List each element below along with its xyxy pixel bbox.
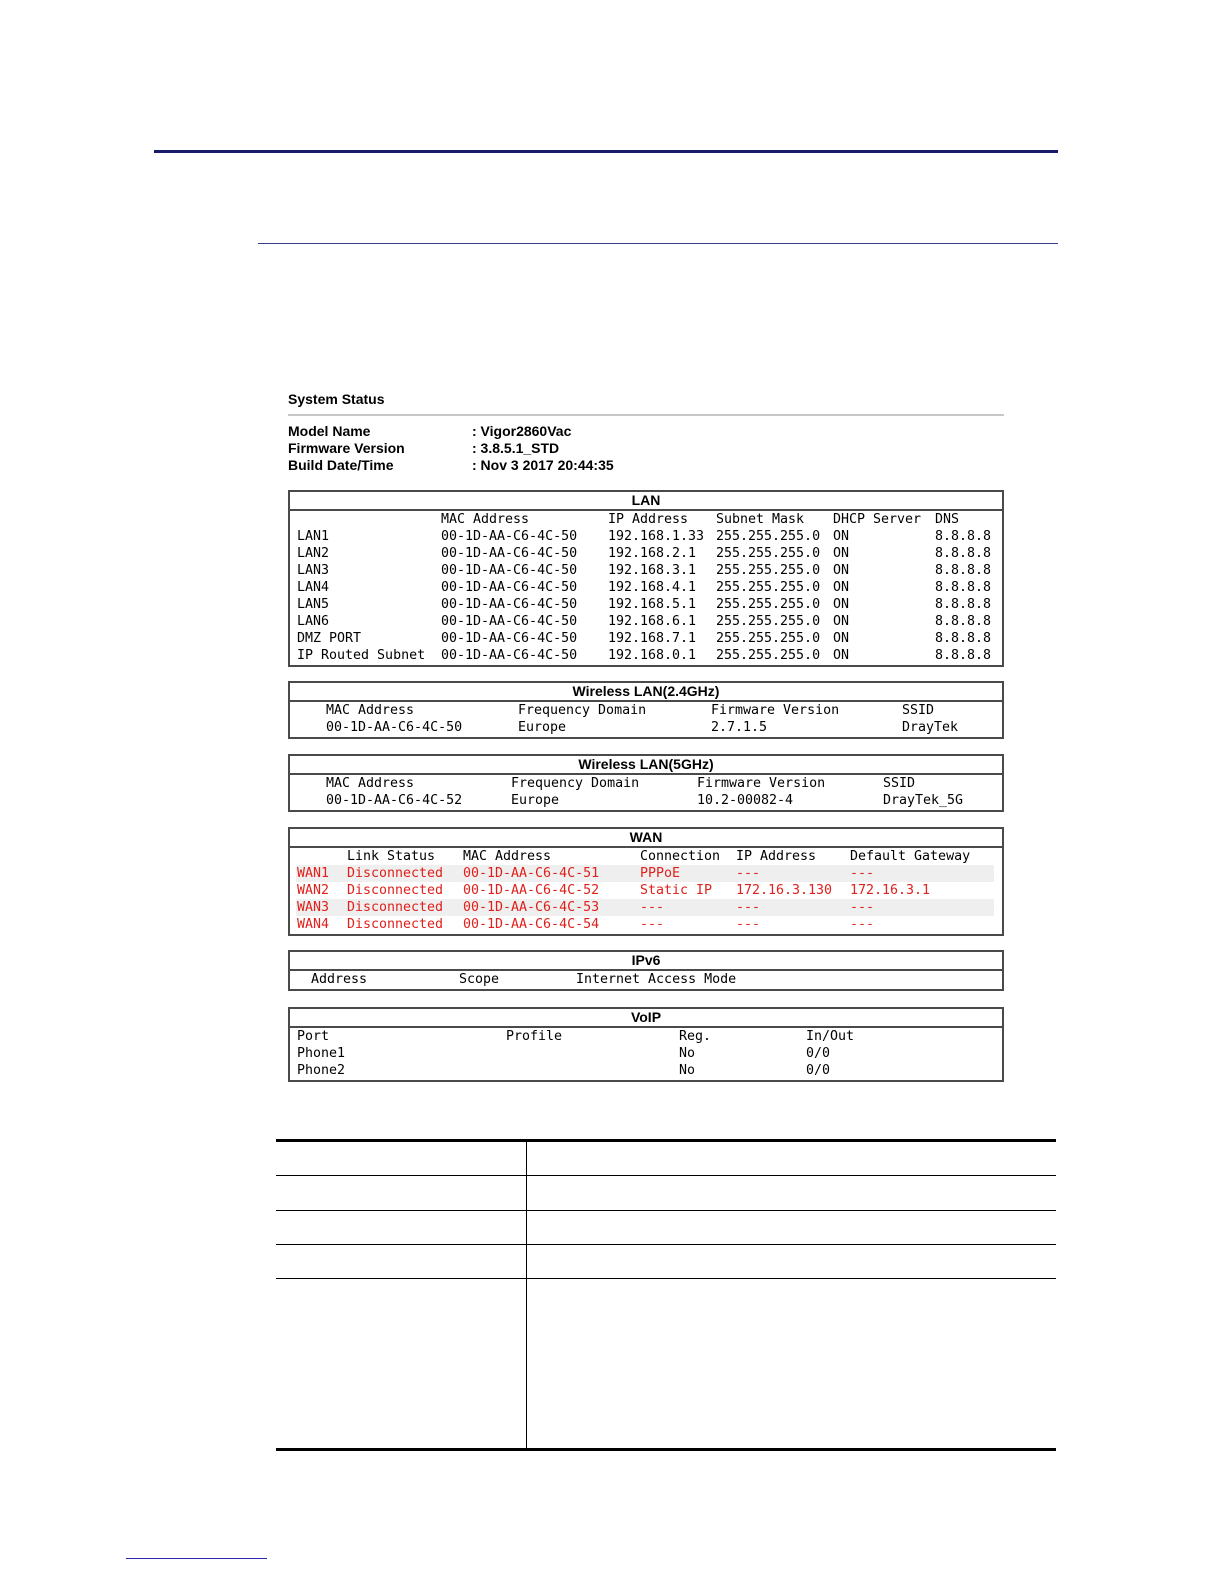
wlan24-ssid: DrayTek (902, 720, 959, 735)
lan-dhcp: ON (833, 614, 850, 629)
ipv6-panel (288, 950, 1004, 991)
lan-mac: 00-1D-AA-C6-4C-50 (441, 614, 578, 629)
lan-dhcp: ON (833, 529, 850, 544)
firmware-version-value: : 3.8.5.1_STD (472, 440, 560, 456)
wlan24-mac: 00-1D-AA-C6-4C-50 (326, 720, 463, 735)
table-row (290, 647, 1002, 664)
lan-col-ip: IP Address (608, 512, 689, 527)
wlan5-col-firmware: Firmware Version (697, 776, 826, 791)
page-title: System Status (288, 391, 385, 407)
wan-panel (288, 827, 1004, 936)
table-row (290, 792, 1002, 809)
lan-ip: 192.168.5.1 (608, 597, 697, 612)
voip-col-reg: Reg. (679, 1029, 712, 1044)
lan-panel-title: LAN (290, 492, 1002, 511)
lan-dns: 8.8.8.8 (935, 614, 992, 629)
lan-mac: 00-1D-AA-C6-4C-50 (441, 631, 578, 646)
system-status-screenshot (288, 390, 1004, 1090)
lan-dhcp: ON (833, 580, 850, 595)
lan-dns: 8.8.8.8 (935, 580, 992, 595)
lan-mask: 255.255.255.0 (716, 546, 821, 561)
table-top-rule (276, 1139, 1056, 1142)
table-row-divider (276, 1278, 1056, 1279)
lan-name: LAN5 (297, 597, 330, 612)
lan-panel (288, 490, 1004, 667)
lan-col-dns: DNS (935, 512, 960, 527)
table-row (290, 719, 1002, 736)
ipv6-col-address: Address (311, 972, 368, 987)
table-row-divider (276, 1210, 1056, 1211)
firmware-version-label: Firmware Version (288, 440, 405, 456)
wlan24-panel-title: Wireless LAN(2.4GHz) (290, 683, 1002, 702)
wan-gateway: --- (850, 900, 875, 915)
wan-ip: --- (736, 866, 761, 881)
lan-mask: 255.255.255.0 (716, 597, 821, 612)
wlan5-header-row (290, 775, 1002, 792)
wlan24-domain: Europe (518, 720, 567, 735)
lan-dns: 8.8.8.8 (935, 597, 992, 612)
lan-dns: 8.8.8.8 (935, 529, 992, 544)
wan-gateway: 172.16.3.1 (850, 883, 931, 898)
lan-dns: 8.8.8.8 (935, 631, 992, 646)
wlan24-col-ssid: SSID (902, 703, 935, 718)
voip-panel-title: VoIP (290, 1009, 1002, 1028)
wlan5-col-mac: MAC Address (326, 776, 415, 791)
wlan5-firmware: 10.2-00082-4 (697, 793, 794, 808)
lan-mask: 255.255.255.0 (716, 563, 821, 578)
wan-ip: --- (736, 917, 761, 932)
lan-mac: 00-1D-AA-C6-4C-50 (441, 546, 578, 561)
lan-dhcp: ON (833, 563, 850, 578)
lan-header-row (290, 511, 1002, 528)
lan-dns: 8.8.8.8 (935, 546, 992, 561)
table-row (296, 899, 994, 916)
voip-col-profile: Profile (506, 1029, 563, 1044)
ipv6-panel-title: IPv6 (290, 952, 1002, 971)
lan-dns: 8.8.8.8 (935, 563, 992, 578)
table-row (290, 545, 1002, 562)
table-row (290, 562, 1002, 579)
lan-ip: 192.168.7.1 (608, 631, 697, 646)
table-row (296, 865, 994, 882)
wan-link-status: Disconnected (347, 917, 444, 932)
lan-mask: 255.255.255.0 (716, 529, 821, 544)
voip-port: Phone1 (297, 1046, 346, 1061)
wan-ip: --- (736, 900, 761, 915)
table-row (296, 882, 994, 899)
lan-name: DMZ PORT (297, 631, 362, 646)
lan-col-dhcp: DHCP Server (833, 512, 922, 527)
model-name-label: Model Name (288, 423, 371, 439)
wan-col-ip: IP Address (736, 849, 817, 864)
lan-mac: 00-1D-AA-C6-4C-50 (441, 580, 578, 595)
lan-col-mask: Subnet Mask (716, 512, 805, 527)
wlan5-col-ssid: SSID (883, 776, 916, 791)
wan-link-status: Disconnected (347, 900, 444, 915)
wan-gateway: --- (850, 917, 875, 932)
table-row (290, 596, 1002, 613)
voip-reg: No (679, 1046, 696, 1061)
table-row (290, 528, 1002, 545)
wlan5-col-domain: Frequency Domain (511, 776, 640, 791)
lan-ip: 192.168.4.1 (608, 580, 697, 595)
wan-col-mac: MAC Address (463, 849, 552, 864)
lan-mask: 255.255.255.0 (716, 631, 821, 646)
table-row (290, 579, 1002, 596)
wlan24-panel (288, 681, 1004, 739)
wan-link-status: Disconnected (347, 866, 444, 881)
wan-panel-title: WAN (290, 829, 1002, 848)
ipv6-col-scope: Scope (459, 972, 500, 987)
wlan24-col-firmware: Firmware Version (711, 703, 840, 718)
lan-mask: 255.255.255.0 (716, 614, 821, 629)
ipv6-header-row (290, 971, 1002, 988)
lan-mac: 00-1D-AA-C6-4C-50 (441, 597, 578, 612)
lan-ip: 192.168.6.1 (608, 614, 697, 629)
table-bottom-rule (276, 1448, 1056, 1451)
wan-mac: 00-1D-AA-C6-4C-54 (463, 917, 600, 932)
description-table (276, 1139, 1056, 1451)
wlan24-col-domain: Frequency Domain (518, 703, 647, 718)
wlan24-col-mac: MAC Address (326, 703, 415, 718)
wan-mac: 00-1D-AA-C6-4C-51 (463, 866, 600, 881)
lan-mac: 00-1D-AA-C6-4C-50 (441, 563, 578, 578)
section-rule (258, 243, 1058, 244)
lan-mac: 00-1D-AA-C6-4C-50 (441, 529, 578, 544)
wlan5-mac: 00-1D-AA-C6-4C-52 (326, 793, 463, 808)
wan-gateway: --- (850, 866, 875, 881)
wan-name: WAN3 (297, 900, 330, 915)
wan-header-row (290, 848, 1002, 865)
wlan24-header-row (290, 702, 1002, 719)
table-column-divider (526, 1139, 527, 1449)
wan-col-connection: Connection (640, 849, 721, 864)
lan-name: LAN3 (297, 563, 330, 578)
chapter-rule (154, 150, 1058, 153)
lan-ip: 192.168.3.1 (608, 563, 697, 578)
lan-mask: 255.255.255.0 (716, 648, 821, 663)
lan-name: IP Routed Subnet (297, 648, 426, 663)
wan-connection: --- (640, 917, 665, 932)
lan-dhcp: ON (833, 631, 850, 646)
build-date-value: : Nov 3 2017 20:44:35 (472, 457, 614, 473)
build-date-label: Build Date/Time (288, 457, 394, 473)
lan-ip: 192.168.2.1 (608, 546, 697, 561)
lan-ip: 192.168.1.33 (608, 529, 705, 544)
wan-mac: 00-1D-AA-C6-4C-53 (463, 900, 600, 915)
wan-name: WAN2 (297, 883, 330, 898)
table-row (296, 916, 994, 933)
lan-mask: 255.255.255.0 (716, 580, 821, 595)
wan-col-link: Link Status (347, 849, 436, 864)
ipv6-col-mode: Internet Access Mode (576, 972, 737, 987)
wan-col-gateway: Default Gateway (850, 849, 971, 864)
voip-inout: 0/0 (806, 1046, 831, 1061)
voip-port: Phone2 (297, 1063, 346, 1078)
lan-ip: 192.168.0.1 (608, 648, 697, 663)
title-divider (288, 414, 1004, 416)
wan-name: WAN1 (297, 866, 330, 881)
lan-col-mac: MAC Address (441, 512, 530, 527)
lan-name: LAN6 (297, 614, 330, 629)
voip-col-inout: In/Out (806, 1029, 855, 1044)
wan-ip: 172.16.3.130 (736, 883, 833, 898)
lan-dns: 8.8.8.8 (935, 648, 992, 663)
voip-panel (288, 1007, 1004, 1082)
lan-name: LAN2 (297, 546, 330, 561)
wan-connection: Static IP (640, 883, 713, 898)
wlan5-domain: Europe (511, 793, 560, 808)
wan-connection: --- (640, 900, 665, 915)
voip-inout: 0/0 (806, 1063, 831, 1078)
voip-col-port: Port (297, 1029, 330, 1044)
lan-dhcp: ON (833, 546, 850, 561)
wan-mac: 00-1D-AA-C6-4C-52 (463, 883, 600, 898)
lan-name: LAN4 (297, 580, 330, 595)
lan-name: LAN1 (297, 529, 330, 544)
table-row (290, 630, 1002, 647)
voip-reg: No (679, 1063, 696, 1078)
wan-link-status: Disconnected (347, 883, 444, 898)
wlan5-panel-title: Wireless LAN(5GHz) (290, 756, 1002, 775)
lan-dhcp: ON (833, 597, 850, 612)
voip-header-row (290, 1028, 1002, 1045)
wlan5-ssid: DrayTek_5G (883, 793, 964, 808)
lan-mac: 00-1D-AA-C6-4C-50 (441, 648, 578, 663)
table-row-divider (276, 1244, 1056, 1245)
table-row (290, 1062, 1002, 1079)
table-row-divider (276, 1175, 1056, 1176)
table-row (290, 1045, 1002, 1062)
footer-link-rule (126, 1558, 267, 1559)
table-row (290, 613, 1002, 630)
wan-name: WAN4 (297, 917, 330, 932)
model-name-value: : Vigor2860Vac (472, 423, 572, 439)
wlan5-panel (288, 754, 1004, 812)
wlan24-firmware: 2.7.1.5 (711, 720, 768, 735)
lan-dhcp: ON (833, 648, 850, 663)
wan-connection: PPPoE (640, 866, 681, 881)
